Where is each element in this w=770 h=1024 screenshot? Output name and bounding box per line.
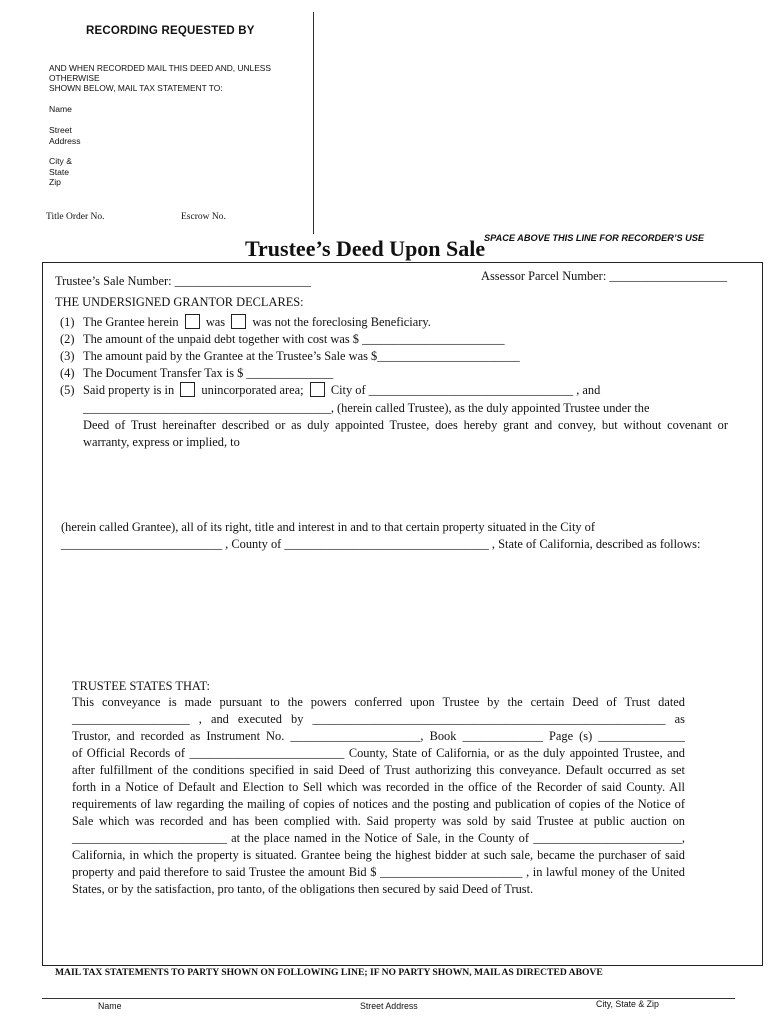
trustee-states-line[interactable]: of Official Records of _________________________ County, State of California, or as the duly appointed Trustee, and	[72, 746, 685, 760]
name-label: Name	[49, 104, 72, 114]
transfer-tax-field[interactable]: The Document Transfer Tax is $ ______________	[83, 366, 334, 380]
street-label-1: Street	[49, 125, 72, 135]
item-5-text-b: unincorporated area;	[201, 383, 304, 397]
item-4-number: (4)	[60, 366, 75, 380]
declaration-item-2	[60, 331, 505, 348]
trustee-states-line: forth in a Notice of Default and Election to Sell which was recorded in the office of the Recorder of said County. All	[72, 780, 685, 794]
trustee-states-line: Sale which was recorded and has been complied with. Said property was sold by said Trustee at public auction on	[72, 814, 685, 828]
title-order-label: Title Order No.	[46, 212, 105, 222]
mail-instructions	[49, 63, 309, 93]
street-label-2: Address	[49, 135, 81, 146]
declaration-item-1	[60, 314, 431, 331]
city-label-1: City &	[49, 156, 72, 166]
trustee-states-line: States, or by the satisfaction, pro tanto, of the obligations then secured by said Deed of Trust.	[72, 882, 534, 896]
city-label-3: Zip	[49, 177, 61, 187]
item-1-text-a: The Grantee herein	[83, 315, 179, 329]
declaration-item-3	[60, 348, 520, 365]
trustee-states-line[interactable]: property and paid therefore to said Trustee the amount Bid $ _______________________ , in lawful money of the United	[72, 865, 685, 879]
item-2-number: (2)	[60, 332, 75, 346]
city-label-2: State	[49, 166, 70, 177]
trustee-states-line[interactable]: Trustor, and recorded as Instrument No. _____________________, Book _____________ Page (s) ______________	[72, 729, 685, 743]
amount-paid-field[interactable]: The amount paid by the Grantee at the Trustee’s Sale was $_______________________	[83, 349, 520, 363]
trustee-name-field[interactable]: ________________________________________, (herein called Trustee), as the duly appointed Trustee under the	[83, 401, 650, 415]
trustee-states-paragraph	[72, 694, 685, 898]
recorder-use-notice: SPACE ABOVE THIS LINE FOR RECORDER’S USE	[484, 233, 705, 243]
grantee-location-field[interactable]: __________________________ , County of _________________________________ , State of California, described as follows:	[61, 537, 701, 551]
item-5-text-a: Said property is in	[83, 383, 175, 397]
mail-tax-statement-notice: MAIL TAX STATEMENTS TO PARTY SHOWN ON FOLLOWING LINE; IF NO PARTY SHOWN, MAIL AS DIRECTED ABOVE	[55, 967, 603, 978]
mail-instructions-line1: AND WHEN RECORDED MAIL THIS DEED AND, UNLESS OTHERWISE	[49, 63, 271, 83]
trustee-states-line[interactable]: _________________________ at the place named in the Notice of Sale, in the County of ________________________,	[72, 831, 685, 845]
item-1-text-b: was	[205, 315, 226, 329]
item-1-number: (1)	[60, 315, 75, 329]
mail-instructions-line2: SHOWN BELOW, MAIL TAX STATEMENT TO:	[49, 83, 223, 93]
trustee-states-line[interactable]: ___________________ , and executed by _________________________________________________________ as	[72, 712, 685, 726]
trustee-states-line: California, in which the property is situated. Grantee being the highest bidder at such sale, became the purchaser of said	[72, 848, 685, 862]
grant-clause-line-3: warranty, express or implied, to	[83, 435, 240, 449]
grant-clause-line-2: Deed of Trust hereinafter described or as duly appointed Trustee, does hereby grant and convey, but without covenant or	[83, 418, 728, 432]
item-5-number: (5)	[60, 383, 75, 397]
document-title: Trustee’s Deed Upon Sale	[245, 236, 486, 261]
trustee-states-line: requirements of law regarding the mailing of copies of notices and the posting and publication of copies of the Notice of	[72, 797, 685, 811]
unpaid-debt-field[interactable]: The amount of the unpaid debt together with cost was $ _______________________	[83, 332, 505, 346]
city-of-field[interactable]: City of _________________________________ , and	[330, 383, 601, 397]
trustee-states-line: after fulfillment of the conditions specified in said Deed of Trust authorizing this conveyance. Default occurred as set	[72, 763, 685, 777]
assessor-parcel-number-field[interactable]: Assessor Parcel Number: ___________________	[481, 269, 728, 283]
recording-requested-by: RECORDING REQUESTED BY	[86, 25, 255, 37]
street-address-label	[49, 125, 81, 146]
trustee-states-heading: TRUSTEE STATES THAT:	[72, 679, 210, 693]
grantor-declares-heading: THE UNDERSIGNED GRANTOR DECLARES:	[55, 295, 304, 309]
unincorporated-area-checkbox[interactable]	[180, 382, 195, 397]
city-state-zip-label	[49, 156, 72, 188]
escrow-label: Escrow No.	[181, 212, 226, 222]
trustee-states-line: This conveyance is made pursuant to the powers conferred upon Trustee by the certain Deed of Trust dated	[72, 695, 685, 709]
header-divider	[313, 12, 314, 234]
was-checkbox[interactable]	[185, 314, 200, 329]
item-3-number: (3)	[60, 349, 75, 363]
city-of-checkbox[interactable]	[310, 382, 325, 397]
was-not-checkbox[interactable]	[231, 314, 246, 329]
footer-street-label: Street Address	[360, 1001, 418, 1011]
item-1-text-c: was not the foreclosing Beneficiary.	[252, 315, 431, 329]
declaration-item-4	[60, 365, 333, 382]
declaration-item-5	[60, 382, 600, 399]
grantee-line-1: (herein called Grantee), all of its right, title and interest in and to that certain property situated in the City of	[61, 520, 596, 534]
footer-name-label: Name	[98, 1001, 122, 1011]
footer-city-label: City, State & Zip	[596, 999, 659, 1009]
trustee-sale-number-field[interactable]: Trustee’s Sale Number: ______________________	[55, 274, 311, 288]
